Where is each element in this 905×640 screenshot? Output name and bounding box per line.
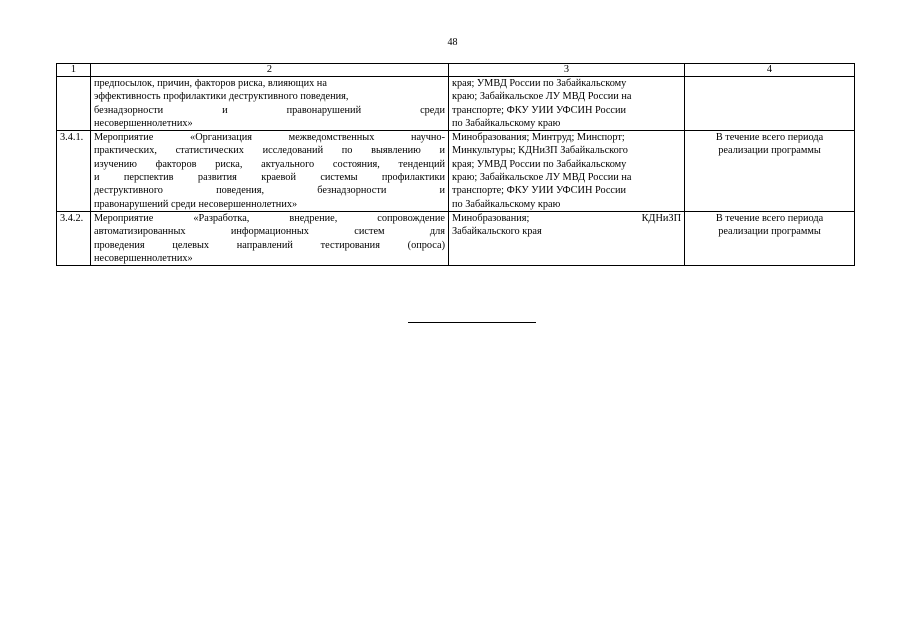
text-line: по Забайкальскому краю	[452, 117, 561, 129]
table-row	[57, 77, 855, 131]
end-of-section-rule	[408, 322, 536, 323]
executors-cell	[449, 211, 685, 265]
text-line: края; УМВД России по Забайкальскому	[452, 158, 627, 170]
executors-cell	[449, 131, 685, 212]
text-line: реализации программы	[718, 145, 821, 157]
text-line: по Забайкальскому краю	[452, 198, 561, 210]
column-header-1: 1	[57, 64, 91, 77]
word: правонарушений	[286, 104, 362, 116]
word: и	[222, 104, 228, 116]
text-line: края; УМВД России по Забайкальскому	[452, 78, 627, 89]
term-cell	[685, 131, 855, 212]
table-header-row	[57, 64, 855, 77]
text-line: и перспектив развития краевой системы профилактики	[94, 172, 445, 184]
column-header-4: 4	[685, 64, 855, 77]
description-cell	[91, 77, 449, 131]
text-line: транспорте; ФКУ УИИ УФСИН России	[452, 104, 627, 116]
text-line: краю; Забайкальское ЛУ МВД России на	[452, 172, 632, 184]
text-line: несовершеннолетних»	[94, 117, 193, 129]
text-line	[94, 104, 445, 117]
text-line: деструктивного поведения, безнадзорности и	[94, 185, 445, 197]
text-line: Минобразования; Минтруд; Минспорт;	[452, 132, 625, 144]
text-line: проведения целевых направлений тестирования (опроса)	[94, 239, 445, 251]
text-line: правонарушений среди несовершеннолетних»	[94, 198, 298, 210]
term-cell	[685, 211, 855, 265]
description-cell	[91, 211, 449, 265]
text-line: Минобразования; КДНиЗП	[452, 212, 681, 224]
text-line: предпосылок, причин, факторов риска, влияющих на	[94, 78, 327, 89]
text-line: несовершеннолетних»	[94, 252, 193, 264]
text-line: краю; Забайкальское ЛУ МВД России на	[452, 91, 632, 103]
text-line: автоматизированных информационных систем для	[94, 226, 445, 238]
description-cell	[91, 131, 449, 212]
page-number: 48	[447, 37, 458, 48]
text-line: В течение всего периода	[715, 132, 824, 144]
row-number-cell	[57, 77, 91, 131]
text-line: Мероприятие «Организация межведомственных научно-	[94, 132, 445, 144]
text-line: реализации программы	[718, 226, 821, 238]
text-line: Забайкальского края	[452, 226, 542, 238]
measures-table	[56, 63, 855, 266]
column-header-3: 3	[449, 64, 685, 77]
text-line: эффективность профилактики деструктивного поведения,	[94, 91, 349, 103]
text-line: В течение всего периода	[715, 212, 824, 224]
table-row	[57, 131, 855, 212]
word: безнадзорности	[94, 104, 164, 116]
text-line: изучению факторов риска, актуального состояния, тенденций	[94, 158, 445, 170]
text-line: транспорте; ФКУ УИИ УФСИН России	[452, 185, 627, 197]
executors-cell	[449, 77, 685, 131]
column-header-2: 2	[91, 64, 449, 77]
text-line: Минкультуры; КДНиЗП Забайкальского	[452, 145, 628, 157]
text-line: практических, статистических исследований по выявлению и	[94, 145, 445, 157]
text-line: Мероприятие «Разработка, внедрение, сопровождение	[94, 212, 445, 224]
table-row	[57, 211, 855, 265]
term-cell	[685, 77, 855, 131]
row-number-cell: 3.4.1.	[57, 131, 91, 212]
word: среди	[420, 104, 445, 116]
row-number-cell: 3.4.2.	[57, 211, 91, 265]
